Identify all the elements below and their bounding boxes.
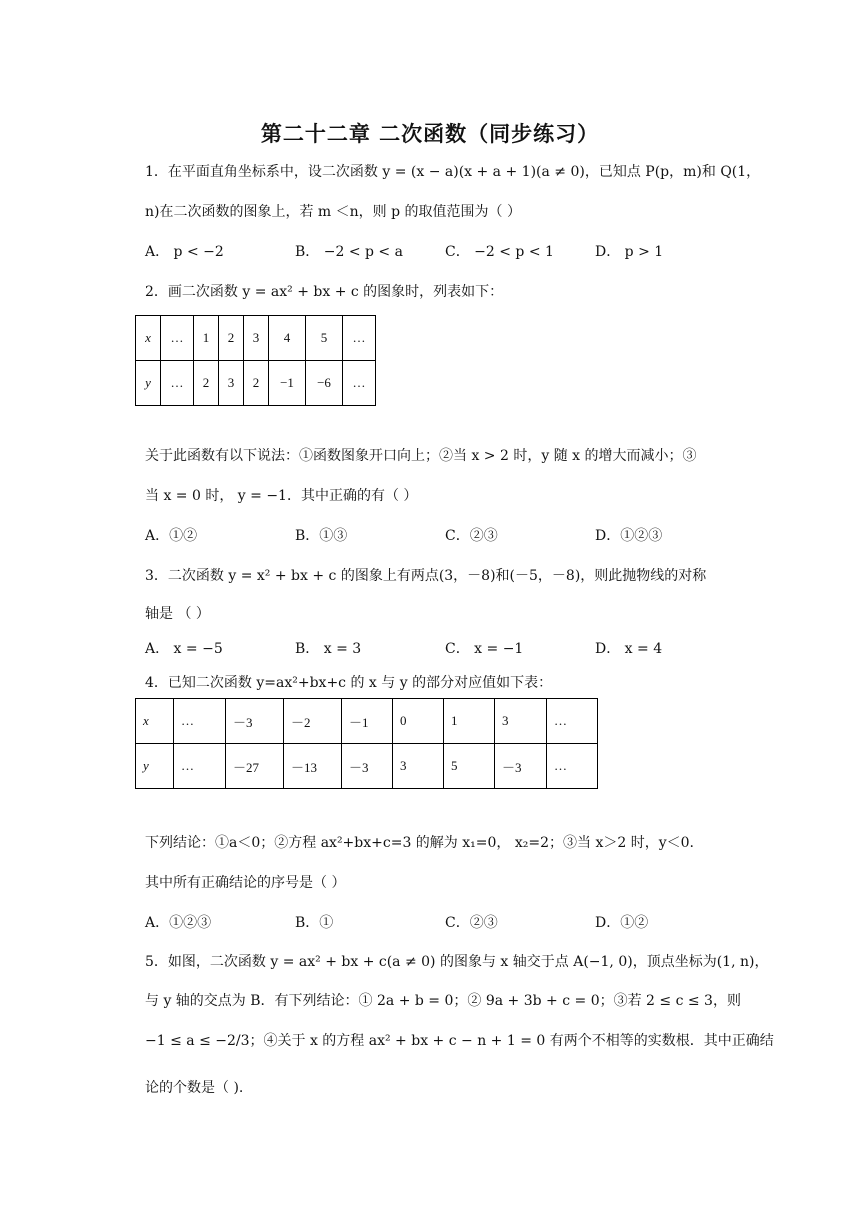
q1-line2: n)在二次函数的图象上，若 m ＜n，则 p 的取值范围为（ ） (145, 204, 521, 220)
q4-option-b: B．① (295, 915, 334, 931)
table-cell: －3 (226, 699, 284, 744)
q2-stem: 2．画二次函数 y = ax² + bx + c 的图象时，列表如下： (145, 284, 504, 300)
q4-option-c: C．②③ (445, 915, 498, 931)
q5-line4: 论的个数是（ ). (145, 1080, 244, 1096)
q2-option-d: D．①②③ (595, 528, 663, 544)
q4-option-a: A．①②③ (145, 915, 212, 931)
q1-option-b: B． −2 < p < a (295, 244, 403, 260)
q4-stem: 4．已知二次函数 y=ax²+bx+c 的 x 与 y 的部分对应值如下表： (145, 675, 553, 691)
page-title: 第二十二章 二次函数（同步练习） (260, 122, 600, 146)
table-cell: 1 (444, 699, 495, 744)
table-cell: 3 (244, 316, 269, 361)
q3-option-d: D． x = 4 (595, 641, 663, 657)
q2-text2: 当 x = 0 时， y = −1．其中正确的有（ ） (145, 488, 418, 504)
table-cell: −6 (306, 361, 343, 406)
q1-option-c: C． −2 < p < 1 (445, 244, 554, 260)
q2-text1: 关于此函数有以下说法：①函数图象开口向上；②当 x > 2 时，y 随 x 的增大而减小；③ (145, 448, 697, 464)
table-cell: x (136, 699, 174, 744)
q1-line1: 1．在平面直角坐标系中，设二次函数 y = (x − a)(x + a + 1)(a ≠ 0)，已知点 P(p，m)和 Q(1， (145, 164, 761, 180)
table-cell: … (343, 361, 376, 406)
q4-text1: 下列结论：①a＜0；②方程 ax²+bx+c=3 的解为 x₁=0， x₂=2；③当 x＞2 时，y＜0. (145, 835, 694, 851)
q4-value-table (135, 698, 598, 789)
table-row (136, 744, 598, 789)
q3-option-b: B． x = 3 (295, 641, 362, 657)
table-cell: 3 (393, 744, 444, 789)
table-cell: 3 (219, 361, 244, 406)
table-cell: … (174, 699, 226, 744)
q3-line1: 3．二次函数 y = x² + bx + c 的图象上有两点(3，－8)和(－5，－8)，则此抛物线的对称 (145, 568, 707, 584)
table-cell: 5 (306, 316, 343, 361)
table-row (136, 316, 376, 361)
table-cell: －1 (342, 699, 393, 744)
table-cell: －3 (495, 744, 547, 789)
q4-text2: 其中所有正确结论的序号是（ ） (145, 875, 346, 891)
q5-line2: 与 y 轴的交点为 B．有下列结论：① 2a + b = 0；② 9a + 3b + c = 0；③若 2 ≤ c ≤ 3，则 (145, 993, 741, 1009)
table-cell: 1 (194, 316, 219, 361)
table-row (136, 361, 376, 406)
table-cell: 3 (495, 699, 547, 744)
q2-option-c: C．②③ (445, 528, 498, 544)
table-cell: … (161, 316, 194, 361)
table-cell: … (547, 699, 598, 744)
table-cell: … (161, 361, 194, 406)
table-cell: －2 (284, 699, 342, 744)
table-cell: 5 (444, 744, 495, 789)
q5-line1: 5．如图，二次函数 y = ax² + bx + c(a ≠ 0) 的图象与 x 轴交于点 A(−1, 0)，顶点坐标为(1, n)， (145, 954, 769, 970)
q3-option-a: A． x = −5 (145, 641, 223, 657)
table-cell: x (136, 316, 161, 361)
q1-option-d: D． p > 1 (595, 244, 664, 260)
q5-line3: −1 ≤ a ≤ −2/3；④关于 x 的方程 ax² + bx + c − n + 1 = 0 有两个不相等的实数根．其中正确结 (145, 1033, 774, 1049)
table-row (136, 699, 598, 744)
q2-option-b: B．①③ (295, 528, 348, 544)
table-cell: y (136, 744, 174, 789)
table-cell: … (174, 744, 226, 789)
q2-option-a: A．①② (145, 528, 198, 544)
table-cell: 0 (393, 699, 444, 744)
table-cell: 2 (194, 361, 219, 406)
table-cell: －27 (226, 744, 284, 789)
table-cell: 4 (269, 316, 306, 361)
table-cell: … (343, 316, 376, 361)
q2-value-table (135, 315, 376, 406)
table-cell: －13 (284, 744, 342, 789)
table-cell: −1 (269, 361, 306, 406)
q1-option-a: A． p < −2 (145, 244, 224, 260)
table-cell: －3 (342, 744, 393, 789)
q3-line2: 轴是 （ ） (145, 606, 210, 622)
table-cell: 2 (219, 316, 244, 361)
table-cell: 2 (244, 361, 269, 406)
table-cell: … (547, 744, 598, 789)
q3-option-c: C． x = −1 (445, 641, 524, 657)
table-cell: y (136, 361, 161, 406)
q4-option-d: D．①② (595, 915, 649, 931)
